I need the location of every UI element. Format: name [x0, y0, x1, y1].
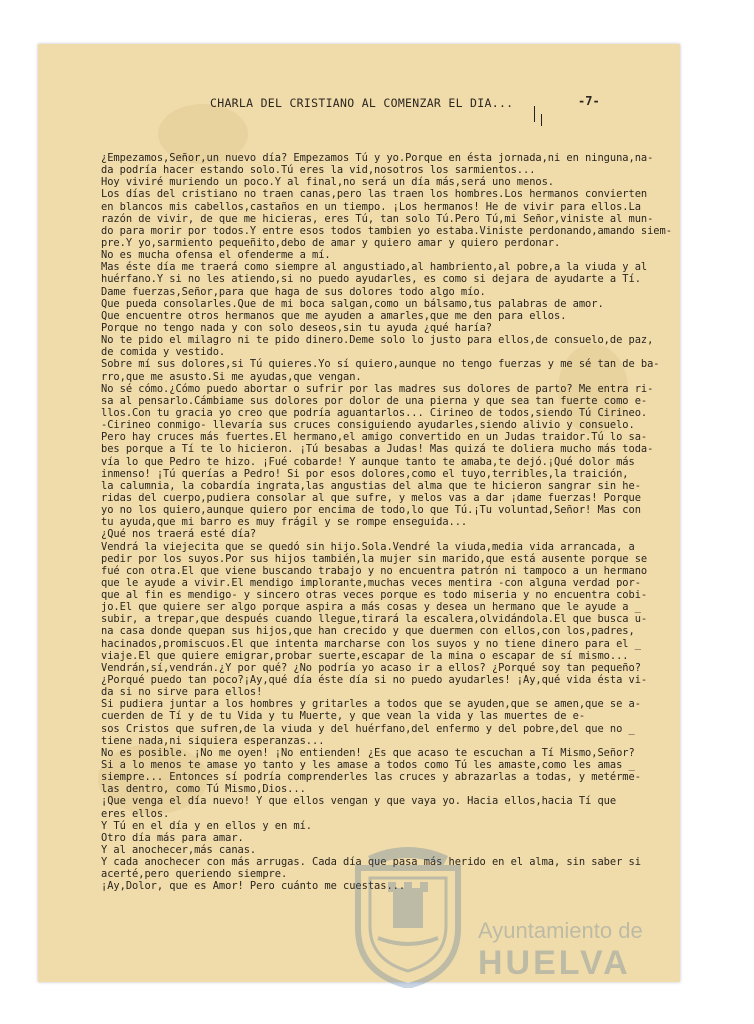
text-line: jo.El que quiere ser algo porque aspira a más cosas y desea un hermano que le ayude a _ [101, 601, 641, 614]
text-line: Vendrán,sí,vendrán.¿Y por qué? ¿No podría yo acaso ir a ellos? ¿Porqué soy tan pequeño? [101, 661, 641, 674]
text-line: ¿Qué nos traerá esté día? [101, 528, 257, 541]
page-number: -7- [578, 94, 600, 108]
text-line: Vendrá la viejecita que se quedó sin hijo.Sola.Vendré la viuda,media vida arrancada, a [101, 540, 635, 553]
text-line: No sé cómo.¿Cómo puedo abortar o sufrir por las madres sus dolores de parto? Me entra ri- [101, 382, 654, 395]
text-line: de comida y vestido. [101, 346, 226, 359]
text-line: que al fin es mendigo- y sincero otras veces porque es todo miseria y no encuentra cobi- [101, 589, 648, 602]
text-line: rro,que me asusto.Si me ayudas,que vengan. [101, 370, 362, 383]
text-line: Si pudiera juntar a los hombres y gritarles a todos que se ayuden,que se amen,que se a- [101, 698, 641, 711]
text-line: Y cada anochecer con más arrugas. Cada día que pasa más herido en el alma, sin saber si [101, 856, 641, 869]
text-line: ¿Porqué puedo tan poco?¡Ay,qué día éste día si no puedo ayudarles! ¡Ay,qué vida ésta vi- [101, 674, 648, 687]
text-line: Los días del cristiano no traen canas,pero las traen los hombres.Los hermanos convierten [101, 188, 648, 201]
text-line: Que encuentre otros hermanos que me ayuden a amarles,que me den para ellos. [101, 309, 567, 322]
text-line: do para morir por todos.Y entre esos todos tambien yo estaba.Viniste perdonando,amando siem- [101, 224, 672, 237]
text-line: subir, a trepar,que después cuando llegue,tirará la escalera,olvidándola.El que busca u- [101, 613, 648, 626]
text-line: Hoy viviré muriendo un poco.Y al final,no será un día más,será uno menos. [101, 176, 555, 189]
text-line: No es mucha ofensa el ofenderme a mí. [101, 249, 331, 262]
document-title: CHARLA DEL CRISTIANO AL COMENZAR EL DIA... [210, 96, 514, 110]
text-line: pedir por los suyos.Por sus hijos también,la mujer sin marido,que está ausente porque se [101, 552, 648, 565]
text-line: vía lo que Pedro te hizo. ¡Fué cobarde! Y aunque tanto te amaba,te dejó.¡Qué dolor más [101, 455, 635, 468]
text-line: cuerden de Tí y de tu Vida y tu Muerte, y que vean la vida y las muertes de e- [101, 710, 586, 723]
document-body [101, 152, 681, 893]
text-line: ¡Que venga el día nuevo! Y que ellos vengan y que vaya yo. Hacia ellos,hacia Tí que [101, 795, 617, 808]
text-line: llos.Con tu gracia yo creo que podría aguantarlos... Cirineo de todos,siendo Tú Cirineo. [101, 406, 648, 419]
text-line: tu ayuda,que mi barro es muy frágil y se rompe enseguida... [101, 516, 468, 529]
text-line: pre.Y yo,sarmiento pequeñito,debo de amar y quiero amar y quiero perdonar. [101, 236, 561, 249]
text-line: ridas del cuerpo,pudiera consolar al que sufre, y melos vas a dar ¡dame fuerzas! Porque [101, 491, 641, 504]
text-line: sa al pensarlo.Cámbiame sus dolores por dolor de una pierna y que sea tan fuerte como e- [101, 394, 648, 407]
text-line: -Cirineo conmigo- llevaría sus cruces consiguiendo ayudarles,siendo alivio y consuelo. [101, 419, 635, 432]
watermark-line1: Ayuntamiento de [478, 918, 643, 943]
text-line: ¡Ay,Dolor, que es Amor! Pero cuánto me cuestas... [101, 880, 406, 893]
text-line: yo no los quiero,aunque quiero por encima de todo,lo que Tú.¡Tu voluntad,Señor! Mas con [101, 504, 641, 517]
text-line: eres ellos. [101, 807, 170, 820]
text-line: fué con otra.El que viene buscando trabajo y no encuentra patrón ni tampoco a un hermano [101, 564, 648, 577]
text-line: hacinados,promiscuos.El que intenta marcharse con los suyos y no tiene dinero para el _ [101, 637, 641, 650]
text-line: razón de vivir, de que me hicieras, eres Tú, tan solo Tú.Pero Tú,mi Señor,viniste al mun- [101, 212, 654, 225]
text-line: Sobre mí sus dolores,si Tú quieres.Yo sí quiero,aunque no tengo fuerzas y me sé tan de ba- [101, 358, 660, 371]
text-line: tiene nada,ni siquiera esperanzas... [101, 734, 325, 747]
text-line: No te pido el milagro ni te pido dinero.Deme solo lo justo para ellos,de consuelo,de paz, [101, 334, 654, 347]
text-line: sos Cristos que sufren,de la viuda y del huérfano,del enfermo y del pobre,del que no _ [101, 722, 635, 735]
text-line: da podría hacer estando solo.Tú eres la vid,nosotros los sarmientos... [101, 164, 536, 177]
text-line: acerté,pero queriendo siempre. [101, 868, 288, 881]
text-line: las dentro, como Tú Mismo,Dios... [101, 783, 306, 796]
text-line: bes porque a Tí te lo hicieron. ¡Tú besabas a Judas! Mas quizá te doliera mucho más toda- [101, 443, 654, 456]
text-line: Porque no tengo nada y con solo deseos,sin tu ayuda ¿qué haría? [101, 321, 492, 334]
text-line: Si a lo menos te amase yo tanto y les amase a todos como Tú les amaste,como les amas _ [101, 759, 635, 772]
watermark-line2: HUELVA [478, 944, 631, 982]
text-line: viaje.El que quiere emigrar,probar suerte,escapar de la mina o escapar de sí mismo... [101, 649, 629, 662]
text-line: Y Tú en el día y en ellos y en mí. [101, 819, 312, 832]
text-line: que le ayude a vivir.El mendigo implorante,muchas veces mentira -con alguna verdad por- [101, 576, 641, 589]
text-line: na casa donde quepan sus hijos,que han crecido y que duermen con ellos,con los,padres, [101, 625, 635, 638]
text-line: huérfano.Y si no les atiendo,si no puedo ayudarles, es como si dejara de ayudarte a Tí. [101, 273, 641, 286]
text-line: Y al anochecer,más canas. [101, 844, 257, 857]
text-line: Dame fuerzas,Señor,para que haga de sus dolores todo algo mío. [101, 285, 486, 298]
text-line: siempre... Entonces sí podría comprenderles las cruces y abrazarlas a todas, y metérme- [101, 771, 641, 784]
text-line: inmenso! ¡Tú querías a Pedro! Si por esos dolores,como el tuyo,terribles,la traición, [101, 467, 629, 480]
text-line: Mas éste día me traerá como siempre al angustiado,al hambriento,al pobre,a la viuda y al [101, 261, 648, 274]
fold-mark [541, 114, 542, 126]
text-line: en blancos mis cabellos,castaños en un tiempo. ¡Los hermanos! He de vivir para ellos.La [101, 200, 641, 213]
fold-mark [534, 106, 535, 122]
text-line: ¿Empezamos,Señor,un nuevo día? Empezamos Tú y yo.Porque en ésta jornada,ni en ninguna,na- [101, 152, 654, 164]
text-line: da si no sirve para ellos! [101, 686, 263, 699]
text-line: No es posible. ¡No me oyen! ¡No entienden! ¿Es que acaso te escuchan a Tí Mismo,Señor? [101, 746, 635, 759]
text-line: Otro día más para amar. [101, 831, 244, 844]
text-line: Que pueda consolarles.Que de mi boca salgan,como un bálsamo,tus palabras de amor. [101, 297, 604, 310]
text-line: Pero hay cruces más fuertes.El hermano,el amigo convertido en un Judas traidor.Tú lo sa- [101, 431, 648, 444]
text-line: la calumnia, la cobardía ingrata,las angustias del alma que te hicieron sangrar sin he- [101, 479, 641, 492]
